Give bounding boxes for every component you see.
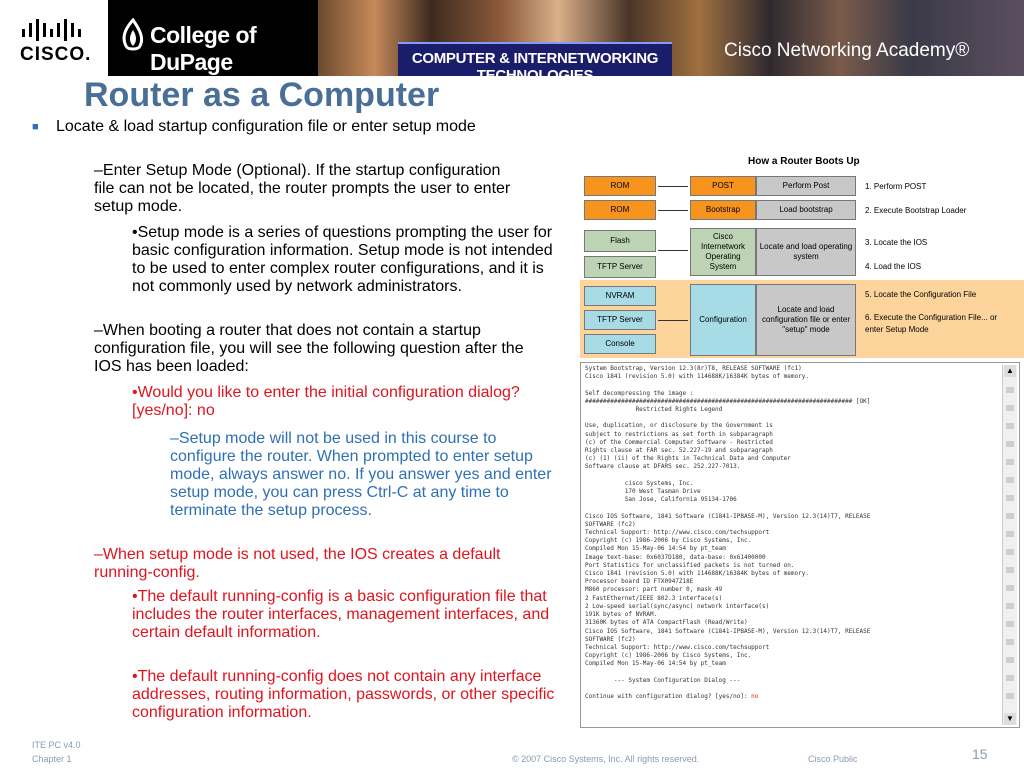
terminal-window[interactable] [580,362,1020,728]
arrow-icon [658,186,688,187]
scroll-tick [1006,675,1014,681]
arrow-icon [658,210,688,211]
step-5: 5. Locate the Configuration File [865,290,977,299]
console-box: Console [584,334,656,354]
scroll-tick [1006,513,1014,519]
scroll-tick [1006,603,1014,609]
load-bootstrap-box: Load bootstrap [756,200,856,220]
scroll-tick [1006,405,1014,411]
tftp-box-2: TFTP Server [584,310,656,330]
college-name: College of DuPage [150,22,257,75]
sub-booting-no-config: –When booting a router that does not contain a startup configuration file, you will see the following question after the IOS has been loaded: [94,322,524,375]
footer-course: ITE PC v4.0 [32,740,81,750]
page-number: 15 [972,746,988,762]
step-6: 6. Execute the Configuration File... or enter Setup Mode [865,313,998,334]
sub-enter-setup: –Enter Setup Mode (Optional). If the startup configuration file can not be located, the router prompts the user to enter setup mode. [94,162,511,215]
scroll-tick [1006,459,1014,465]
academy-text: Cisco Networking Academy® [724,40,970,61]
cisco-logo [0,0,108,76]
step-3: 3. Locate the IOS [865,238,928,247]
cit-banner-text: COMPUTER & INTERNETWORKING TECHNOLOGIES [411,50,659,84]
scroll-up-icon[interactable]: ▲ [1004,365,1016,377]
scroll-tick [1006,693,1014,699]
terminal-output [585,365,997,701]
step-1: 1. Perform POST [865,182,927,191]
sub-setup-question: •Would you like to enter the initial configuration dialog? [yes/no]: no [132,384,520,419]
bullet-text: Locate & load startup configuration file or enter setup mode [56,118,476,135]
step-2: 2. Execute Bootstrap Loader [865,206,967,215]
locate-config-box: Locate and load configuration file or enter "setup" mode [756,284,856,356]
sub-running-config-empty: •The default running-config does not contain any interface addresses, routing information, passwords, or other specific configuration information. [132,668,555,721]
perform-post-box: Perform Post [756,176,856,196]
terminal-output-text: System Bootstrap, Version 12.3(8r)T8, RELEASE SOFTWARE (fc1) Cisco 1841 (revision 5.0) with 114688K/16384K bytes of memory. Self decompressing the image : ########################################################################## [OK] Restricted Rights Legend Use, duplication, or disclosure by the Government is subject to restrictions as set forth in subparagraph (c) of the Commercial Computer Software - Restricted Rights clause at FAR sec. 52.227-19 and subparagraph (c) (1) (ii) of the Rights in Technical Data and Computer Software clause at DFARS sec. 252.227-7013. cisco Systems, Inc. 170 West Tasman Drive San Jose, California 95134-1706 Cisco IOS Software, 1841 Software (C1841-IPBASE-M), Version 12.3(14)T7, RELEASE SOFTWARE (fc2) Technical Support: http://www.cisco.com/techsupport Copyright (c) 1986-2006 by Cisco Systems, Inc. Compiled Mon 15-May-06 14:54 by pt_team Image text-base: 0x6037D180, data-base: 0x61400000 Port Statistics for unclassified packets is not turned on. Cisco 1841 (revision 5.0) with 114688K/16384K bytes of memory. Processor board ID FTX0947Z18E M860 processor: part number 0, mask 49 2 FastEthernet/IEEE 802.3 interface(s) 2 Low-speed serial(sync/async) network interface(s) 191K bytes of NVRAM. 31360K bytes of ATA CompactFlash (Read/Write) Cisco IOS Software, 1841 Software (C1841-IPBASE-M), Version 12.3(14)T7, RELEASE SOFTWARE (fc2) Technical Support: http://www.cisco.com/techsupport Copyright (c) 1986-2006 by Cisco Systems, Inc. Compiled Mon 15-May-06 14:54 by pt_team --- System Configuration Dialog --- Continue with configuration dialog? [yes/no]: [585,365,871,701]
flash-box: Flash [584,230,656,252]
scroll-tick [1006,549,1014,555]
step-4: 4. Load the IOS [865,262,922,271]
scroll-tick [1006,621,1014,627]
tftp-box-1: TFTP Server [584,256,656,278]
college-logo [108,0,318,76]
footer-copyright: © 2007 Cisco Systems, Inc. All rights reserved. [512,754,700,764]
scroll-tick [1006,423,1014,429]
scroll-tick [1006,477,1014,483]
scroll-tick [1006,441,1014,447]
scroll-tick [1006,639,1014,645]
terminal-scrollbar[interactable] [1002,365,1017,725]
scroll-tick [1006,585,1014,591]
rom-box-2: ROM [584,200,656,220]
footer-classification: Cisco Public [808,754,858,764]
bullet-locate-config [32,118,556,136]
scroll-down-icon[interactable]: ▼ [1004,713,1016,725]
nvram-box: NVRAM [584,286,656,306]
sub-default-running-config: –When setup mode is not used, the IOS creates a default running-config. [94,546,501,581]
arrow-icon [658,250,688,251]
sub-setup-mode-desc: •Setup mode is a series of questions prompting the user for basic configuration information. Setup mode is not intended to be used to enter complex router configurations, and it is not commonly used by network administrators. [132,224,553,295]
cit-banner [398,42,672,84]
square-bullet-icon: ■ [32,121,39,133]
arrow-icon [658,320,688,321]
slide-title: Router as a Computer [84,76,440,114]
post-box: POST [690,176,756,196]
terminal-answer: no [751,693,759,701]
bootstrap-box: Bootstrap [690,200,756,220]
scroll-tick [1006,531,1014,537]
boot-diagram [580,152,1024,358]
cisco-bars-icon [20,19,88,41]
diagram-title: How a Router Boots Up [748,156,860,167]
rom-box-1: ROM [584,176,656,196]
sub-running-config-basic: •The default running-config is a basic configuration file that includes the router interfaces, management interfaces, and certain default information. [132,588,550,641]
ios-box: Cisco Internetwork Operating System [690,228,756,276]
scroll-tick [1006,387,1014,393]
scroll-tick [1006,657,1014,663]
header-banner [0,0,1024,84]
scroll-tick [1006,495,1014,501]
footer-chapter: Chapter 1 [32,754,72,764]
configuration-box: Configuration [690,284,756,356]
sub-setup-not-used: –Setup mode will not be used in this course to configure the router. When prompted to enter setup mode, always answer no. If you answer yes and enter setup mode, you can press Ctrl-C at any time to terminate the setup process. [170,430,552,519]
cisco-wordmark: CISCO. [20,44,92,65]
flame-icon [120,18,146,54]
locate-os-box: Locate and load operating system [756,228,856,276]
scroll-tick [1006,567,1014,573]
